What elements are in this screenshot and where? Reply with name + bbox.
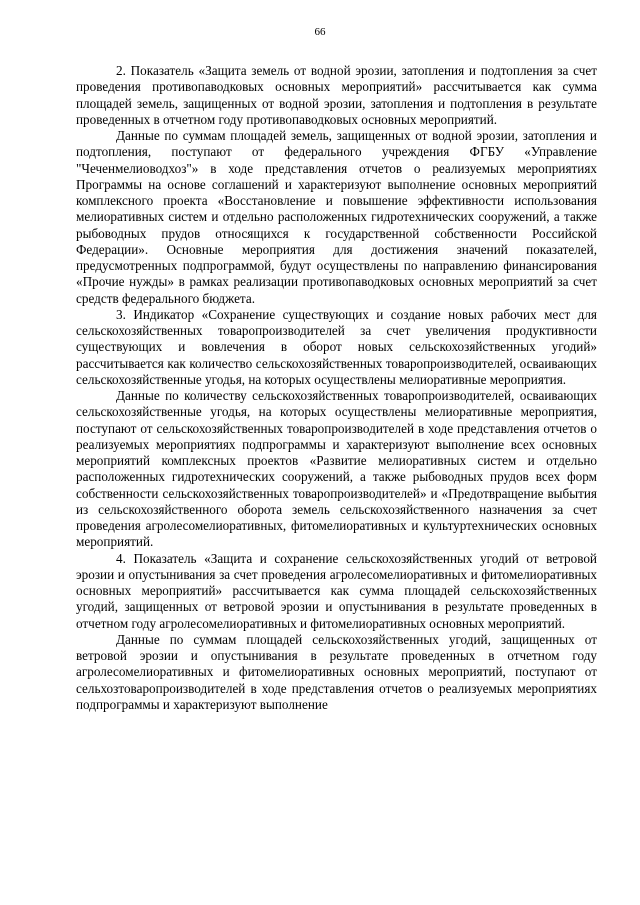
paragraph-indicator-3: 3. Индикатор «Сохранение существующих и создание новых рабочих мест для сельскохозяйственных товаропроизводителей за счет увеличения продуктивности существующих и вовлечения в оборот новых сельскохозяйственных угодий» рассчитывается как количество сельскохозяйственных товаропроизводителей, осваивающих сельскохозяйственные угодья, на которых осуществлены мелиоративные мероприятия. xyxy=(76,306,597,387)
paragraph-data-source-3: Данные по количеству сельскохозяйственных товаропроизводителей, осваивающих сельскохозяйственные угодья, на которых осуществлены мелиоративные мероприятия, поступают от сельскохозяйственных товаропроизводителей в ходе представления отчетов о реализуемых мероприятиях подпрограммы и характеризуют выполнение всех основных мероприятий комплексных проектов «Развитие мелиоративных систем и отдельно расположенных гидротехнических сооружений, а также рыбоводных прудов всех форм собственности сельскохозяйственных товаропроизводителей» и «Предотвращение выбытия из сельскохозяйственного оборота земель сельскохозяйственного назначения за счет проведения агролесомелиоративных, фитомелиоративных и культуртехнических основных мероприятий. xyxy=(76,388,597,550)
paragraph-data-source-4: Данные по суммам площадей сельскохозяйственных угодий, защищенных от ветровой эрозии и опустынивания в результате проведенных в отчетном году агролесомелиоративных и фитомелиоративных основных мероприятий, поступают от сельхозтоваропроизводителей в ходе представления отчетов о реализуемых мероприятиях подпрограммы и характеризуют выполнение xyxy=(76,631,597,712)
paragraph-indicator-4: 4. Показатель «Защита и сохранение сельскохозяйственных угодий от ветровой эрозии и опустынивания за счет проведения агролесомелиоративных и фитомелиоративных основных мероприятий» рассчитывается как сумма площадей сельскохозяйственных угодий, защищенных от ветровой эрозии и опустынивания в результате проведенных в отчетном году агролесомелиоративных и фитомелиоративных основных мероприятий. xyxy=(76,550,597,631)
document-body xyxy=(76,63,597,713)
paragraph-data-source-2: Данные по суммам площадей земель, защищенных от водной эрозии, затопления и подтопления, поступают от федерального учреждения ФГБУ «Управление "Чеченмелиоводхоз"» в ходе представления отчетов о реализуемых мероприятиях Программы на основе соглашений и характеризуют выполнение основных мероприятий комплексного проекта «Восстановление и повышение эффективности использования мелиоративных систем и отдельно расположенных гидротехнических сооружений, а также рыбоводных прудов относящихся к государственной собственности Российской Федерации». Основные мероприятия для достижения значений показателей, предусмотренных подпрограммой, будут осуществлены по направлению финансирования «Прочие нужды» в рамках реализации противопаводковых основных мероприятий за счет средств федерального бюджета. xyxy=(76,128,597,306)
paragraph-indicator-2: 2. Показатель «Защита земель от водной эрозии, затопления и подтопления за счет проведения противопаводковых основных мероприятий» рассчитывается как сумма площадей земель, защищенных от водной эрозии, затопления и подтопления в результате проведенных в отчетном году противопаводковых основных мероприятий. xyxy=(76,63,597,127)
page-number: 66 xyxy=(314,26,326,38)
